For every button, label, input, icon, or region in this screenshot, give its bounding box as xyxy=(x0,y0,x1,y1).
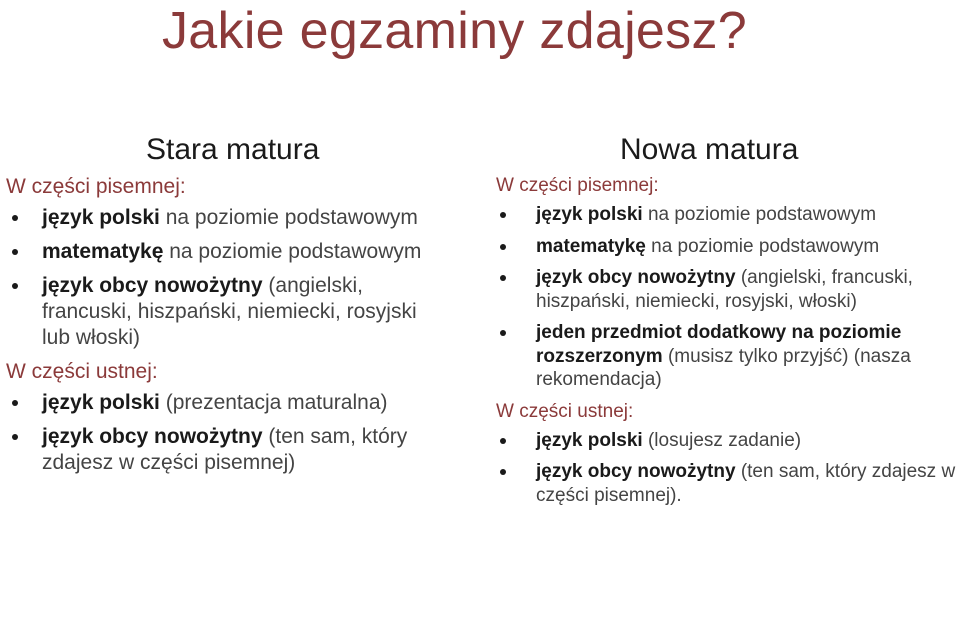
list-item xyxy=(6,239,446,265)
item-subject: język obcy nowożytny xyxy=(42,274,263,297)
list-item xyxy=(6,424,446,476)
item-detail: na poziomie podstawowym xyxy=(163,240,422,263)
bullet-icon xyxy=(500,330,506,336)
column-new-exam xyxy=(496,132,956,515)
list-item xyxy=(496,203,956,227)
column-heading-old: Stara matura xyxy=(146,133,320,166)
bullet-icon xyxy=(12,215,18,221)
bullet-icon xyxy=(12,434,18,440)
item-subject: język polski xyxy=(536,429,643,451)
item-detail: (angielski, francuski, hiszpański, niemiecki, rosyjski lub włoski) xyxy=(42,274,417,349)
list-item xyxy=(496,460,956,507)
item-subject: język polski xyxy=(42,391,160,414)
section-label-written: W części pisemnej: xyxy=(6,175,186,198)
bullet-icon xyxy=(12,283,18,289)
item-detail: (musisz tylko przyjść) (nasza rekomendacja) xyxy=(536,345,911,390)
list-item xyxy=(496,429,956,453)
item-subject: język obcy nowożytny xyxy=(42,425,263,448)
bullet-icon xyxy=(500,212,506,218)
section-label-written: W części pisemnej: xyxy=(496,175,659,196)
item-detail: na poziomie podstawowym xyxy=(645,235,880,257)
written-list-new xyxy=(496,203,956,392)
column-old-exam xyxy=(6,132,446,484)
item-detail: (angielski, francuski, hiszpański, niemiecki, rosyjski, włoski) xyxy=(536,267,913,312)
column-heading-new: Nowa matura xyxy=(620,133,799,166)
bullet-icon xyxy=(12,249,18,255)
item-detail: (losujesz zadanie) xyxy=(642,429,802,451)
item-detail: na poziomie podstawowym xyxy=(642,204,877,225)
item-subject: język obcy nowożytny xyxy=(536,267,736,288)
list-item xyxy=(6,273,446,351)
bullet-icon xyxy=(500,438,506,444)
item-detail: (ten sam, który zdajesz w części pisemnej) xyxy=(42,425,408,474)
item-subject: matematykę xyxy=(536,235,646,257)
bullet-icon xyxy=(500,244,506,250)
item-subject: jeden przedmiot dodatkowy na poziomie rozszerzonym xyxy=(536,322,902,367)
item-subject: język obcy nowożytny xyxy=(536,461,736,482)
item-detail: (prezentacja maturalna) xyxy=(159,391,388,414)
list-item xyxy=(496,235,956,259)
list-item xyxy=(496,321,956,392)
oral-list-old xyxy=(6,390,446,476)
item-detail: (ten sam, który zdajesz w części pisemnej). xyxy=(536,461,956,506)
section-label-oral: W części ustnej: xyxy=(6,360,158,383)
bullet-icon xyxy=(500,469,506,475)
bullet-icon xyxy=(12,400,18,406)
written-list-old xyxy=(6,205,446,351)
list-item xyxy=(496,266,956,313)
list-item xyxy=(6,390,446,416)
item-detail: na poziomie podstawowym xyxy=(159,206,418,229)
oral-list-new xyxy=(496,429,956,508)
list-item xyxy=(6,205,446,231)
item-subject: język polski xyxy=(536,204,643,225)
item-subject: matematykę xyxy=(42,240,164,263)
page-title: Jakie egzaminy zdajesz? xyxy=(162,2,747,60)
item-subject: język polski xyxy=(42,206,160,229)
section-label-oral: W części ustnej: xyxy=(496,400,634,422)
bullet-icon xyxy=(500,275,506,281)
